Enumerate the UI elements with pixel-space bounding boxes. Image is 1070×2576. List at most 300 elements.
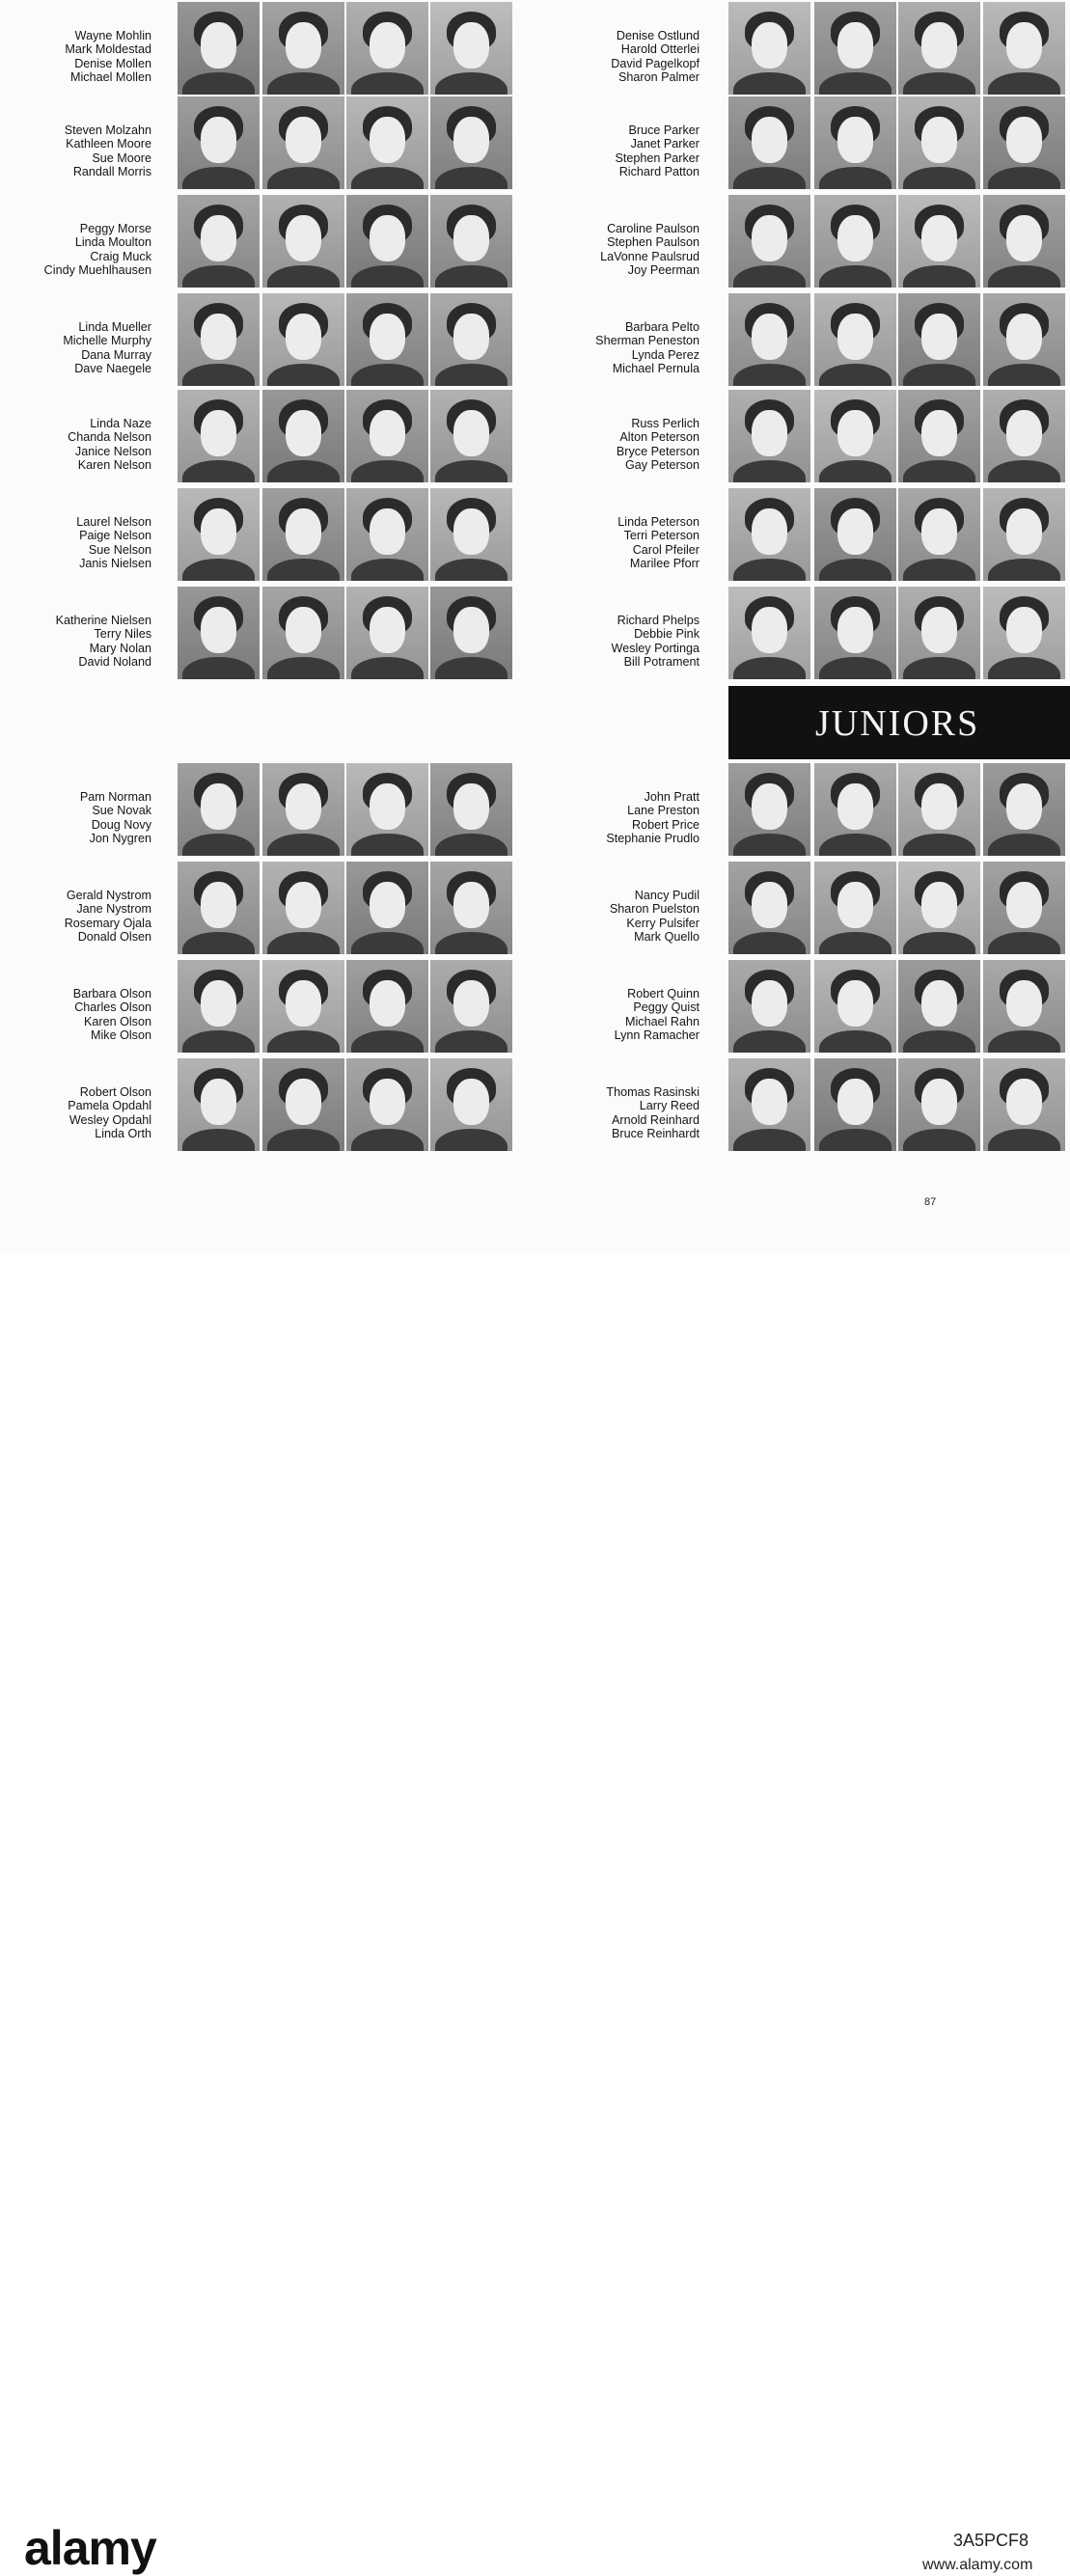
student-name: Caroline Paulson — [607, 222, 700, 235]
portrait-body — [733, 834, 806, 856]
portrait-body — [903, 559, 975, 581]
student-portrait — [430, 862, 512, 954]
student-portrait — [728, 390, 810, 482]
student-portrait — [983, 390, 1065, 482]
portrait-face — [453, 980, 489, 1027]
name-list — [68, 417, 151, 472]
portrait-face — [752, 783, 787, 830]
alamy-logo: alamy — [24, 2521, 156, 2575]
name-list — [606, 1085, 700, 1140]
portrait-body — [435, 364, 508, 386]
student-name: Barbara Pelto — [624, 320, 700, 334]
portrait-face — [752, 1079, 787, 1125]
portrait-face — [453, 117, 489, 163]
student-name: Linda Orth — [95, 1126, 151, 1140]
student-portrait — [346, 293, 428, 386]
portrait-face — [1006, 783, 1042, 830]
portrait-body — [988, 1030, 1060, 1053]
name-list — [617, 515, 700, 570]
portrait-body — [267, 460, 340, 482]
portrait-body — [435, 1129, 508, 1151]
name-list — [65, 123, 151, 178]
student-name: Richard Patton — [618, 164, 700, 178]
portrait-face — [837, 314, 873, 360]
student-portrait — [814, 96, 896, 189]
student-portrait — [898, 195, 980, 288]
portrait-body — [733, 1129, 806, 1151]
portrait-face — [921, 783, 957, 830]
student-portrait — [728, 488, 810, 581]
portrait-face — [453, 410, 489, 456]
portrait-body — [351, 460, 424, 482]
portrait-body — [903, 834, 975, 856]
portrait-face — [201, 508, 236, 555]
student-portrait — [430, 195, 512, 288]
portrait-body — [988, 265, 1060, 288]
student-name: Thomas Rasinski — [606, 1085, 700, 1099]
student-name: Craig Muck — [90, 249, 151, 263]
portrait-face — [201, 22, 236, 69]
student-name: David Pagelkopf — [611, 56, 700, 70]
portrait-face — [921, 508, 957, 555]
student-name: Bruce Reinhardt — [611, 1126, 700, 1140]
portrait-body — [182, 657, 255, 679]
portrait-face — [453, 22, 489, 69]
portrait-face — [201, 410, 236, 456]
student-name: Alton Peterson — [619, 430, 700, 445]
student-portrait — [898, 2, 980, 95]
portrait-body — [819, 1129, 892, 1151]
portrait-face — [201, 117, 236, 163]
student-name: Bill Potrament — [623, 654, 700, 669]
portrait-body — [351, 657, 424, 679]
student-name: Bruce Parker — [628, 123, 700, 137]
portrait-face — [1006, 410, 1042, 456]
portrait-body — [435, 657, 508, 679]
portrait-face — [286, 882, 321, 928]
portrait-face — [921, 1079, 957, 1125]
student-name: John Pratt — [644, 790, 700, 804]
student-name: Wayne Mohlin — [74, 29, 151, 42]
student-name: Bryce Peterson — [616, 444, 700, 458]
juniors-title: JUNIORS — [815, 703, 980, 744]
portrait-face — [201, 882, 236, 928]
student-name: Russ Perlich — [631, 417, 700, 430]
portrait-body — [182, 460, 255, 482]
student-portrait — [262, 587, 344, 679]
portrait-face — [1006, 607, 1042, 653]
portrait-body — [267, 364, 340, 386]
student-portrait — [346, 96, 428, 189]
portrait-face — [286, 783, 321, 830]
student-portrait — [983, 763, 1065, 856]
name-list — [65, 29, 151, 84]
student-name: Gerald Nystrom — [66, 889, 151, 902]
portrait-body — [988, 834, 1060, 856]
student-name: Robert Olson — [79, 1085, 151, 1099]
student-portrait — [814, 763, 896, 856]
student-portrait — [814, 960, 896, 1053]
name-list — [76, 515, 151, 570]
student-portrait — [178, 1058, 260, 1151]
student-portrait — [346, 862, 428, 954]
portrait-face — [370, 783, 405, 830]
student-portrait — [983, 96, 1065, 189]
name-list — [615, 987, 700, 1042]
student-portrait — [898, 488, 980, 581]
student-name: Larry Reed — [639, 1099, 700, 1113]
student-name: Arnold Reinhard — [611, 1112, 700, 1127]
student-name: Nancy Pudil — [634, 889, 700, 902]
page-number: 87 — [924, 1196, 937, 1208]
portrait-face — [453, 607, 489, 653]
student-name: Richard Phelps — [617, 614, 700, 627]
portrait-face — [370, 980, 405, 1027]
student-portrait — [346, 195, 428, 288]
portrait-face — [370, 410, 405, 456]
image-id: 3A5PCF8 — [953, 2531, 1029, 2550]
stock-footer — [0, 1254, 1070, 2575]
student-portrait — [728, 960, 810, 1053]
student-portrait — [430, 1058, 512, 1151]
student-name: Linda Peterson — [617, 515, 700, 529]
portrait-face — [286, 607, 321, 653]
student-portrait — [430, 960, 512, 1053]
student-name: Laurel Nelson — [76, 515, 151, 529]
student-portrait — [983, 2, 1065, 95]
student-name: Stephen Paulson — [607, 235, 700, 250]
portrait-face — [1006, 882, 1042, 928]
portrait-face — [201, 783, 236, 830]
portrait-body — [903, 1129, 975, 1151]
student-name: Dave Naegele — [74, 361, 151, 375]
student-name: Mark Moldestad — [65, 42, 151, 57]
student-name: Terri Peterson — [623, 529, 700, 543]
name-list — [63, 320, 151, 375]
portrait-face — [837, 117, 873, 163]
student-name: Denise Ostlund — [616, 29, 700, 42]
portrait-body — [903, 167, 975, 189]
student-portrait — [983, 195, 1065, 288]
student-portrait — [178, 195, 260, 288]
portrait-face — [370, 117, 405, 163]
name-list — [595, 320, 700, 375]
portrait-body — [351, 72, 424, 95]
student-name: Wesley Portinga — [611, 641, 700, 655]
student-portrait — [983, 488, 1065, 581]
portrait-body — [351, 834, 424, 856]
student-portrait — [178, 2, 260, 95]
student-name: LaVonne Paulsrud — [600, 249, 700, 263]
portrait-face — [1006, 22, 1042, 69]
portrait-body — [351, 265, 424, 288]
name-list — [68, 1085, 151, 1140]
student-portrait — [983, 1058, 1065, 1151]
site-url: www.alamy.com — [922, 2557, 1033, 2573]
student-name: Sue Nelson — [88, 542, 151, 557]
portrait-body — [267, 265, 340, 288]
student-name: Peggy Quist — [633, 1000, 700, 1015]
student-name: Sharon Puelston — [609, 902, 700, 917]
portrait-body — [988, 460, 1060, 482]
student-portrait — [728, 195, 810, 288]
name-list — [610, 889, 700, 944]
student-name: Sherman Peneston — [595, 334, 700, 348]
student-portrait — [262, 96, 344, 189]
student-name: Denise Mollen — [74, 56, 151, 70]
portrait-body — [267, 72, 340, 95]
portrait-body — [267, 657, 340, 679]
portrait-body — [733, 265, 806, 288]
student-portrait — [898, 293, 980, 386]
portrait-body — [267, 559, 340, 581]
student-name: Charles Olson — [74, 1000, 151, 1015]
student-portrait — [262, 390, 344, 482]
student-name: Joy Peerman — [627, 262, 700, 277]
portrait-face — [752, 980, 787, 1027]
portrait-face — [921, 117, 957, 163]
portrait-body — [351, 1030, 424, 1053]
portrait-face — [286, 314, 321, 360]
student-name: Chanda Nelson — [68, 430, 151, 445]
student-name: Marilee Pforr — [629, 556, 700, 570]
name-list — [600, 222, 700, 277]
student-portrait — [262, 763, 344, 856]
student-portrait — [346, 587, 428, 679]
student-name: Jane Nystrom — [76, 902, 151, 917]
student-name: Randall Morris — [72, 164, 151, 178]
portrait-face — [752, 882, 787, 928]
student-name: Dana Murray — [81, 347, 151, 362]
name-list — [56, 614, 151, 669]
student-portrait — [262, 488, 344, 581]
student-portrait — [262, 195, 344, 288]
name-list — [611, 29, 700, 84]
portrait-body — [903, 364, 975, 386]
portrait-face — [837, 215, 873, 261]
portrait-body — [819, 460, 892, 482]
student-portrait — [430, 488, 512, 581]
student-name: Robert Price — [632, 817, 700, 832]
student-name: Cindy Muehlhausen — [43, 262, 151, 277]
student-portrait — [898, 390, 980, 482]
portrait-face — [752, 508, 787, 555]
student-name: Lynn Ramacher — [614, 1028, 700, 1042]
portrait-body — [182, 167, 255, 189]
portrait-face — [752, 607, 787, 653]
student-portrait — [898, 960, 980, 1053]
student-portrait — [178, 862, 260, 954]
student-name: Katherine Nielsen — [55, 614, 151, 627]
student-name: Mike Olson — [91, 1028, 151, 1042]
student-name: Linda Moulton — [74, 235, 151, 250]
portrait-face — [921, 882, 957, 928]
student-portrait — [178, 763, 260, 856]
portrait-face — [453, 783, 489, 830]
portrait-body — [351, 559, 424, 581]
student-portrait — [262, 960, 344, 1053]
student-name: Janice Nelson — [74, 444, 151, 458]
portrait-body — [819, 1030, 892, 1053]
portrait-body — [435, 72, 508, 95]
portrait-face — [370, 1079, 405, 1125]
portrait-face — [1006, 508, 1042, 555]
student-name: Janet Parker — [630, 137, 700, 151]
name-list — [617, 417, 700, 472]
student-name: Doug Novy — [91, 817, 151, 832]
portrait-body — [903, 932, 975, 954]
portrait-body — [819, 834, 892, 856]
portrait-face — [1006, 980, 1042, 1027]
portrait-face — [201, 314, 236, 360]
student-name: Kathleen Moore — [66, 137, 151, 151]
portrait-face — [286, 410, 321, 456]
portrait-face — [752, 215, 787, 261]
student-portrait — [814, 390, 896, 482]
student-name: Michael Mollen — [70, 69, 151, 84]
student-portrait — [346, 2, 428, 95]
portrait-body — [733, 167, 806, 189]
student-portrait — [898, 96, 980, 189]
portrait-body — [988, 364, 1060, 386]
portrait-body — [435, 167, 508, 189]
name-list — [73, 987, 151, 1042]
portrait-face — [752, 314, 787, 360]
portrait-body — [819, 72, 892, 95]
student-name: Michael Pernula — [612, 361, 700, 375]
portrait-body — [819, 167, 892, 189]
name-list — [606, 790, 700, 845]
portrait-face — [837, 22, 873, 69]
student-portrait — [262, 2, 344, 95]
portrait-body — [988, 1129, 1060, 1151]
portrait-body — [903, 72, 975, 95]
student-portrait — [262, 293, 344, 386]
student-name: Lynda Perez — [631, 347, 700, 362]
student-portrait — [728, 293, 810, 386]
student-name: Peggy Morse — [79, 222, 151, 235]
portrait-body — [267, 834, 340, 856]
portrait-face — [1006, 314, 1042, 360]
student-portrait — [178, 293, 260, 386]
student-portrait — [728, 1058, 810, 1151]
student-portrait — [728, 587, 810, 679]
portrait-face — [370, 22, 405, 69]
student-name: Linda Naze — [90, 417, 151, 430]
portrait-body — [988, 167, 1060, 189]
portrait-body — [988, 559, 1060, 581]
student-portrait — [814, 1058, 896, 1151]
student-portrait — [346, 960, 428, 1053]
student-portrait — [814, 293, 896, 386]
student-portrait — [346, 1058, 428, 1151]
portrait-body — [733, 1030, 806, 1053]
portrait-face — [286, 215, 321, 261]
student-portrait — [814, 195, 896, 288]
student-portrait — [814, 488, 896, 581]
student-name: Linda Mueller — [78, 320, 151, 334]
student-name: Mary Nolan — [89, 641, 151, 655]
portrait-face — [752, 22, 787, 69]
portrait-face — [752, 117, 787, 163]
portrait-face — [453, 215, 489, 261]
portrait-body — [435, 834, 508, 856]
portrait-body — [733, 657, 806, 679]
portrait-face — [453, 314, 489, 360]
student-name: Paige Nelson — [79, 529, 151, 543]
portrait-body — [819, 657, 892, 679]
portrait-face — [453, 508, 489, 555]
student-portrait — [983, 862, 1065, 954]
portrait-face — [921, 22, 957, 69]
portrait-body — [351, 1129, 424, 1151]
portrait-body — [903, 265, 975, 288]
student-portrait — [178, 96, 260, 189]
portrait-face — [286, 1079, 321, 1125]
portrait-face — [201, 1079, 236, 1125]
student-name: Sue Moore — [92, 151, 151, 165]
portrait-body — [182, 72, 255, 95]
student-portrait — [983, 587, 1065, 679]
portrait-face — [286, 22, 321, 69]
portrait-body — [435, 1030, 508, 1053]
portrait-body — [819, 559, 892, 581]
student-name: Stephen Parker — [615, 151, 700, 165]
student-name: Michelle Murphy — [63, 334, 151, 348]
portrait-face — [837, 980, 873, 1027]
student-portrait — [728, 96, 810, 189]
student-name: Rosemary Ojala — [64, 916, 151, 930]
portrait-body — [182, 834, 255, 856]
portrait-face — [837, 1079, 873, 1125]
portrait-body — [182, 932, 255, 954]
student-portrait — [262, 862, 344, 954]
student-portrait — [346, 763, 428, 856]
portrait-face — [837, 882, 873, 928]
student-name: Kerry Pulsifer — [626, 916, 700, 930]
portrait-body — [182, 265, 255, 288]
portrait-face — [370, 215, 405, 261]
portrait-body — [733, 559, 806, 581]
student-name: Jon Nygren — [89, 831, 151, 845]
portrait-face — [1006, 215, 1042, 261]
portrait-body — [182, 1129, 255, 1151]
portrait-face — [370, 508, 405, 555]
portrait-body — [435, 932, 508, 954]
portrait-face — [921, 314, 957, 360]
portrait-body — [182, 364, 255, 386]
portrait-face — [837, 410, 873, 456]
student-name: Mark Quello — [634, 929, 700, 944]
portrait-body — [733, 364, 806, 386]
portrait-body — [819, 364, 892, 386]
student-portrait — [728, 862, 810, 954]
portrait-face — [286, 508, 321, 555]
student-portrait — [430, 763, 512, 856]
portrait-face — [201, 980, 236, 1027]
portrait-face — [921, 410, 957, 456]
student-name: Wesley Opdahl — [69, 1112, 151, 1127]
portrait-face — [837, 607, 873, 653]
portrait-body — [733, 72, 806, 95]
yearbook-page — [0, 0, 1070, 1254]
student-name: Carol Pfeiler — [632, 542, 700, 557]
student-portrait — [983, 293, 1065, 386]
portrait-body — [182, 559, 255, 581]
student-name: Pam Norman — [79, 790, 151, 804]
portrait-body — [267, 1129, 340, 1151]
portrait-body — [988, 657, 1060, 679]
